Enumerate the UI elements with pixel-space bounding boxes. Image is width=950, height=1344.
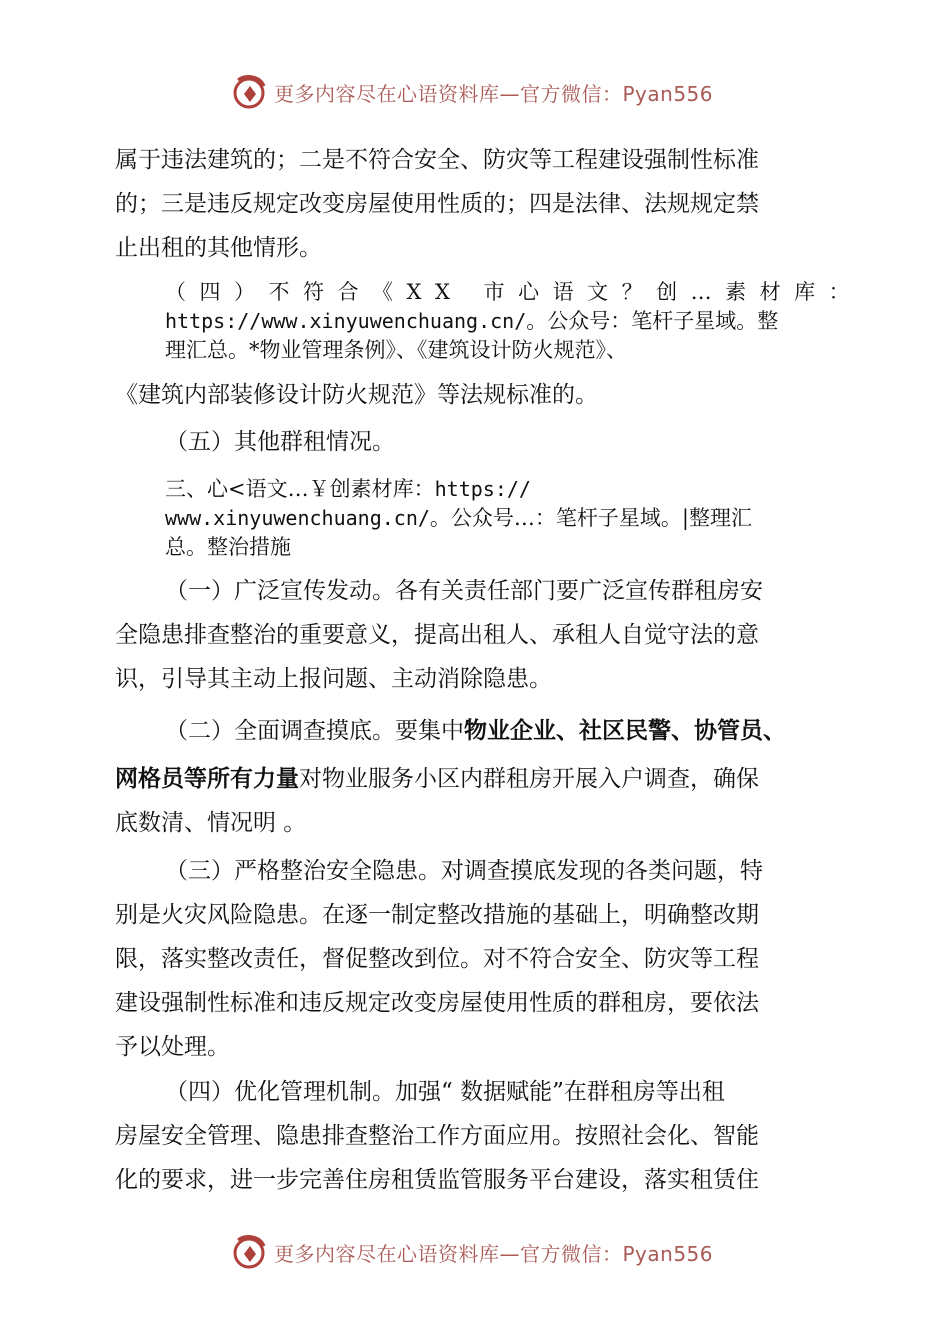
text-line — [165, 475, 531, 503]
section-heading: 总。整治措施 — [165, 535, 291, 559]
text-segment: 。公众号…：笔杆子星域。|整理汇 — [429, 506, 752, 530]
text-segment: 三、心<语文…￥创素材库： — [165, 477, 435, 501]
text-line: 全隐患排查整治的重要意义，提高出租人、承租人自觉守法的意 — [115, 622, 759, 648]
text-line: 属于违法建筑的；二是不符合安全、防灾等工程建设强制性标准 — [115, 147, 759, 173]
text-line — [165, 307, 778, 335]
text-line: 化的要求，进一步完善住房租赁监管服务平台建设，落实租赁住 — [115, 1167, 759, 1193]
url-text: www.xinyuwenchuang.cn/ — [165, 506, 430, 530]
text-line: 限，落实整改责任，督促整改到位。对不符合安全、防灾等工程 — [115, 946, 759, 972]
text-line: 予以处理。 — [115, 1034, 230, 1060]
text-segment: 对物业服务小区内群租房开展入户调查，确保 — [299, 766, 759, 792]
text-line — [165, 716, 786, 746]
text-line: 房屋安全管理、隐患排查整治工作方面应用。按照社会化、智能 — [115, 1123, 759, 1149]
brand-logo-icon — [230, 1232, 270, 1272]
bold-text: 物业企业、社区民警、协管员、 — [464, 718, 786, 744]
text-segment: （二）全面调查摸底。要集中 — [165, 718, 464, 744]
text-line: （一）广泛宣传发动。各有关责任部门要广泛宣传群租房安 — [165, 578, 763, 604]
bold-text: 网格员等所有力量 — [115, 766, 299, 792]
text-line: 底数清、情况明 。 — [115, 810, 307, 836]
text-line: 止出租的其他情形。 — [115, 235, 322, 261]
url-text: https://www.xinyuwenchuang.cn/ — [165, 309, 527, 333]
text-segment: 。公众号：笔杆子星域。整 — [526, 309, 779, 333]
text-line — [165, 504, 752, 532]
brand-logo-icon — [230, 72, 270, 112]
banner-text: 更多内容尽在心语资料库—官方微信：Pyan556 — [274, 81, 714, 106]
text-line: 《建筑内部装修设计防火规范》等法规标准的。 — [115, 382, 598, 408]
text-line: 的；三是违反规定改变房屋使用性质的；四是法律、法规规定禁 — [115, 191, 759, 217]
text-line: （四）不符合《XX 市心语文？创…素材库： — [165, 280, 864, 304]
footer-banner — [230, 1232, 730, 1272]
url-text: https:// — [434, 477, 531, 501]
text-line — [115, 764, 759, 794]
header-banner — [230, 72, 730, 112]
text-line: （四）优化管理机制。加强“ 数据赋能”在群租房等出租 — [165, 1079, 725, 1105]
text-line: （五）其他群租情况。 — [165, 429, 395, 455]
banner-text: 更多内容尽在心语资料库—官方微信：Pyan556 — [274, 1241, 714, 1266]
text-line: 识，引导其主动上报问题、主动消除隐患。 — [115, 666, 552, 692]
text-line: 理汇总。*物业管理条例》、《建筑设计防火规范》、 — [165, 338, 627, 362]
text-line: 别是火灾风险隐患。在逐一制定整改措施的基础上，明确整改期 — [115, 902, 759, 928]
text-line: 建设强制性标准和违反规定改变房屋使用性质的群租房，要依法 — [115, 990, 759, 1016]
text-line: （三）严格整治安全隐患。对调查摸底发现的各类问题，特 — [165, 858, 763, 884]
